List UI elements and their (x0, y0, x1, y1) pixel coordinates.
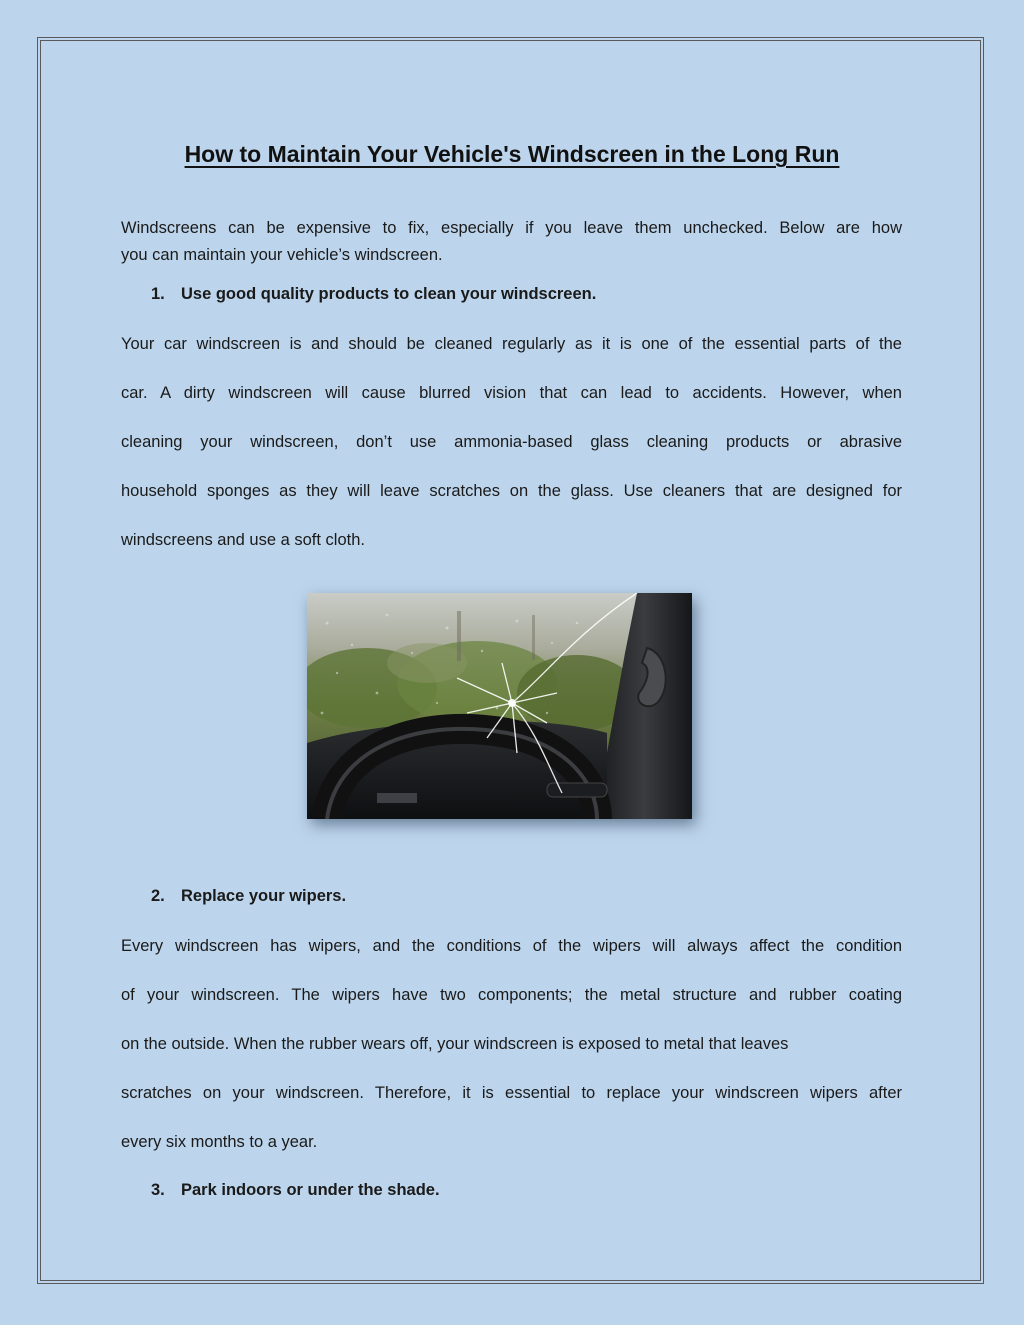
section-heading-text: Park indoors or under the shade. (181, 1181, 440, 1199)
paragraph-line: on the outside. When the rubber wears off, your windscreen is exposed to metal that leaves (121, 1035, 789, 1053)
cracked-windscreen-photo (307, 593, 692, 819)
section-heading-text: Replace your wipers. (181, 887, 347, 905)
paragraph-line: Your car windscreen is and should be cleaned regularly as it is one of the essential parts of the (121, 335, 902, 353)
page-title: How to Maintain Your Vehicle's Windscreen in the Long Run (184, 141, 840, 167)
paragraph-line: car. A dirty windscreen will cause blurred vision that can lead to accidents. However, when (121, 384, 902, 402)
paragraph-line: scratches on your windscreen. Therefore, it is essential to replace your windscreen wipers after (121, 1084, 902, 1102)
paragraph-line: cleaning your windscreen, don’t use ammonia-based glass cleaning products or abrasive (121, 433, 902, 451)
paragraph-line: windscreens and use a soft cloth. (121, 531, 365, 549)
paragraph-line: of your windscreen. The wipers have two components; the metal structure and rubber coating (121, 986, 902, 1004)
section-number: 2. (151, 887, 165, 905)
section-heading (151, 285, 596, 304)
section-number: 1. (151, 285, 165, 303)
intro-line: you can maintain your vehicle’s windscreen. (121, 246, 443, 264)
intro-line: Windscreens can be expensive to fix, especially if you leave them unchecked. Below are how (121, 219, 902, 237)
section-heading-text: Use good quality products to clean your windscreen. (181, 285, 597, 303)
section-number: 3. (151, 1181, 165, 1199)
section-heading (151, 1181, 440, 1200)
section-heading (151, 887, 346, 906)
paragraph-line: every six months to a year. (121, 1133, 318, 1151)
paragraph-line: household sponges as they will leave scratches on the glass. Use cleaners that are designed for (121, 482, 902, 500)
paragraph-line: Every windscreen has wipers, and the conditions of the wipers will always affect the condition (121, 937, 902, 955)
